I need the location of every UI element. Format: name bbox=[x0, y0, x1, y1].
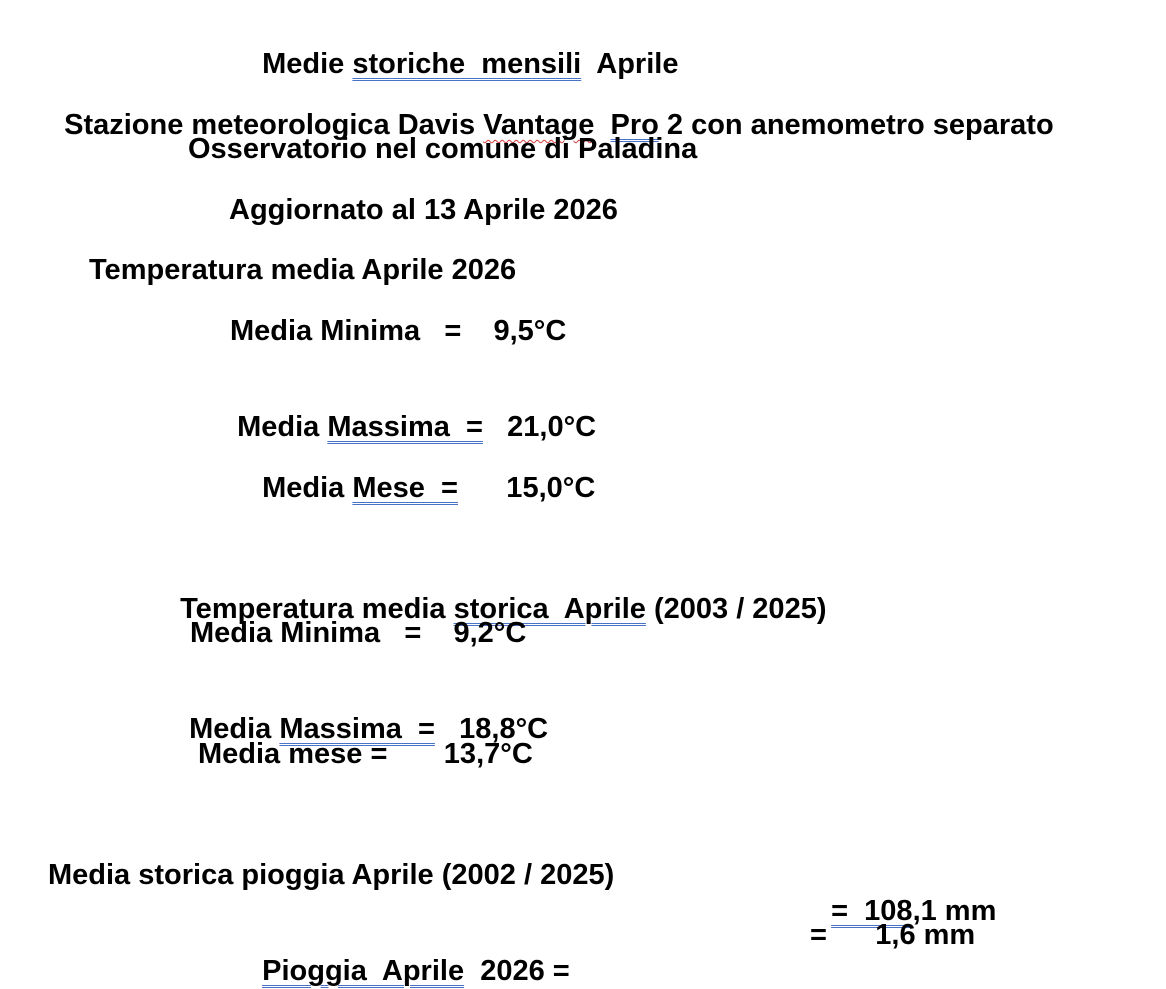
rain-historical-label: Media storica pioggia Aprile (2002 / 2025) bbox=[48, 859, 615, 891]
title-month: Aprile bbox=[581, 48, 679, 80]
station-vantage: Vantage bbox=[483, 109, 595, 141]
station-part: Stazione meteorologica Davis bbox=[64, 109, 484, 141]
historical-max-label: Media bbox=[189, 713, 280, 745]
historical-heading-underlined: storica Aprile bbox=[453, 593, 646, 625]
station-pro: Pro bbox=[610, 109, 659, 141]
current-max-label: Media bbox=[237, 411, 328, 443]
current-min-row: Media Minima = 9,5°C bbox=[230, 315, 567, 347]
rain-current-year: 2026 = bbox=[464, 955, 570, 987]
observatory-line: Osservatorio nel comune di Paladina bbox=[188, 133, 698, 165]
current-month-row bbox=[246, 434, 595, 506]
current-max-underlined: Massima = bbox=[327, 411, 483, 443]
title-part: Medie bbox=[262, 48, 353, 80]
rain-historical-unit: ,1 mm bbox=[912, 895, 997, 927]
historical-heading-years: (2003 / 2025) bbox=[645, 593, 827, 625]
historical-max-underlined: Massima = bbox=[279, 713, 435, 745]
current-max-value: 21,0°C bbox=[482, 411, 597, 443]
current-month-label: Media bbox=[262, 472, 353, 504]
station-rest: 2 con anemometro separato bbox=[658, 109, 1054, 141]
current-month-value: 15,0°C bbox=[457, 472, 596, 504]
rain-current-underlined: Pioggia Aprile bbox=[262, 955, 465, 987]
current-month-underlined: Mese = bbox=[352, 472, 458, 504]
title-underlined: storiche mensili bbox=[352, 48, 582, 80]
historical-max-value: 18,8°C bbox=[434, 713, 549, 745]
historical-month-row: Media mese = 13,7°C bbox=[198, 738, 533, 770]
current-heading: Temperatura media Aprile 2026 bbox=[89, 254, 517, 286]
rain-historical-underlined: = 108 bbox=[831, 895, 913, 927]
rain-current-label bbox=[246, 917, 570, 989]
rain-current-value: = 1,6 mm bbox=[810, 919, 976, 951]
historical-heading-part: Temperatura media bbox=[180, 593, 454, 625]
historical-min-row: Media Minima = 9,2°C bbox=[190, 617, 527, 649]
updated-line: Aggiornato al 13 Aprile 2026 bbox=[229, 194, 618, 226]
